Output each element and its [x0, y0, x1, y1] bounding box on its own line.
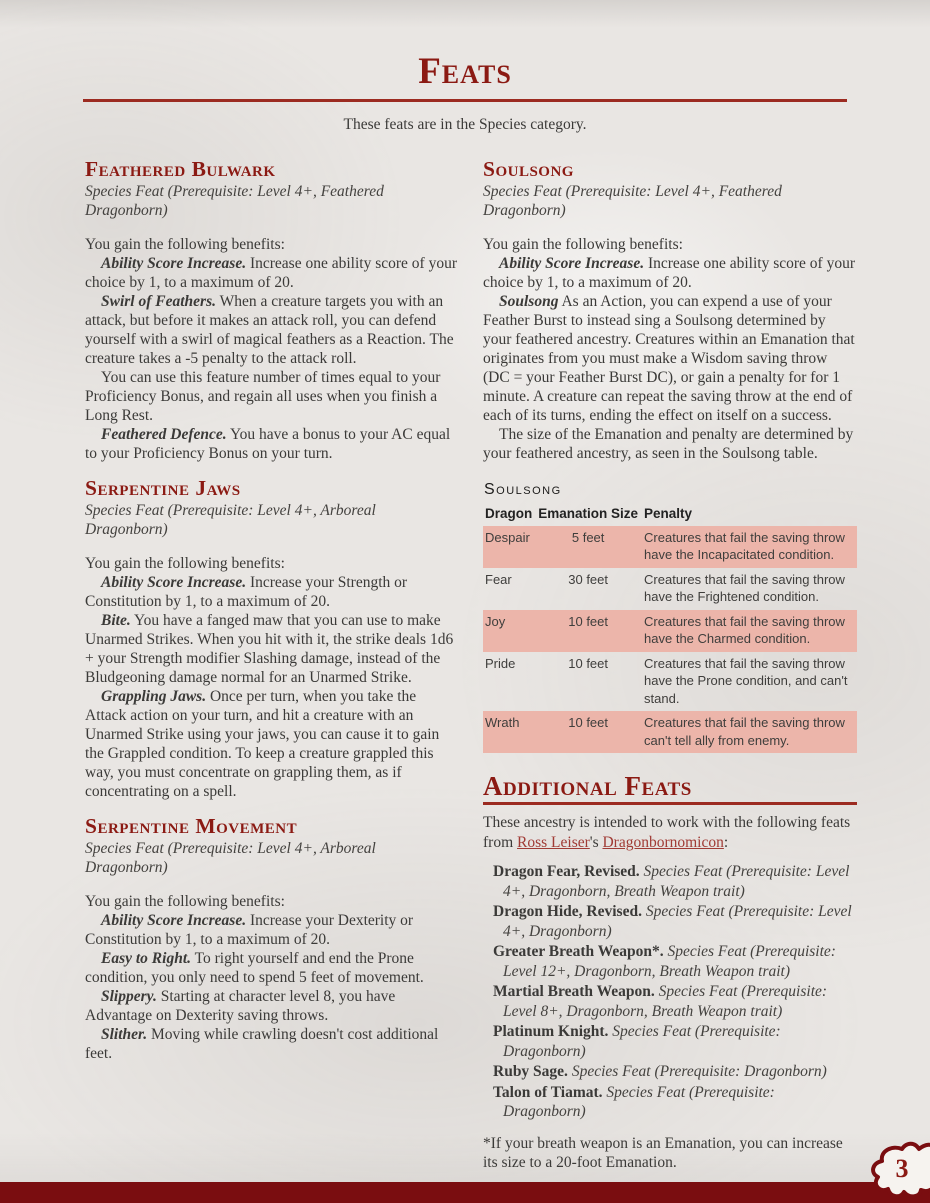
- paragraph-text: Once per turn, when you take the Attack action on your turn, and hit a creature with an Unarmed Strike using your jaws, you can cause it to gain the Grappled condition. To keep a creature grappled this way, you must concentrate on grappling them, as if concentrating on a spell.: [85, 688, 440, 800]
- cell-dragon: Pride: [485, 655, 516, 671]
- paragraph-text: Increase your Dexterity or Constitution by 1, to a maximum of 20.: [85, 912, 414, 948]
- table-row: [483, 526, 857, 568]
- additional-feats-intro: [483, 813, 857, 852]
- paragraph-text: To right yourself and end the Prone condition, you only need to spend 5 feet of movement.: [85, 950, 424, 986]
- feat-name: Talon of Tiamat.: [493, 1083, 603, 1101]
- cell-penalty: Creatures that fail the saving throw have the Frightened condition.: [644, 571, 845, 604]
- list-item: [493, 1083, 857, 1122]
- feat-title: Serpentine Jaws: [85, 476, 241, 500]
- page-header: [0, 0, 930, 134]
- feat-name: Dragon Fear, Revised.: [493, 863, 640, 880]
- paragraph-lead: Swirl of Feathers.: [101, 293, 216, 310]
- feat-detail: Species Feat (Prerequisite: Level 8+, Dragonborn, Breath Weapon trait): [503, 983, 828, 1020]
- table-row: [483, 610, 857, 652]
- paragraph-lead: Slippery.: [101, 988, 157, 1005]
- list-item: [493, 942, 857, 981]
- paragraph-lead: Feathered Defence.: [101, 426, 227, 443]
- banner-icon: [864, 1137, 930, 1199]
- soulsong-table-block: [483, 481, 857, 753]
- paragraph-text: Increase one ability score of your choice by 1, to a maximum of 20.: [483, 255, 855, 291]
- intro-text: These feats are in the Species category.: [343, 116, 587, 133]
- page-title: Feats: [418, 51, 512, 92]
- feat-paragraph: [85, 254, 459, 292]
- title-rule: [83, 99, 847, 102]
- feat-paragraph: [85, 687, 459, 801]
- cell-size: 10 feet: [568, 715, 609, 730]
- paragraph-text: You have a fanged maw that you can use to make Unarmed Strikes. When you hit with it, the strike deals 1d6 + your Strength modifier Slashing damage, instead of the Bludgeoning damage normal for an Unarmed Strike.: [85, 612, 454, 686]
- paragraph-lead: Soulsong: [499, 293, 559, 310]
- cell-size: 10 feet: [568, 613, 609, 629]
- feat-detail: Species Feat (Prerequisite: Dragonborn): [503, 1083, 775, 1120]
- soulsong-table: [483, 505, 857, 753]
- feat-paragraph: [85, 292, 459, 368]
- paragraph-lead: Grappling Jaws.: [101, 688, 207, 705]
- page-number-banner: [864, 1137, 930, 1199]
- feat-title: Soulsong: [483, 157, 574, 181]
- feat-detail: Species Feat (Prerequisite: Dragonborn): [571, 1063, 827, 1080]
- cell-dragon: Fear: [485, 571, 512, 587]
- paragraph-lead: Ability Score Increase.: [499, 255, 645, 272]
- right-column: [483, 144, 857, 1173]
- cell-dragon: Wrath: [485, 715, 520, 730]
- feat-paragraph: [85, 368, 459, 425]
- benefits-label: You gain the following benefits:: [85, 236, 285, 253]
- left-column: [85, 144, 459, 1173]
- paragraph-lead: Easy to Right.: [101, 950, 192, 967]
- additional-feats-title: Additional Feats: [483, 771, 857, 805]
- feat-paragraph: [85, 987, 459, 1025]
- list-item: [493, 1022, 857, 1061]
- paragraph-text: As an Action, you can expend a use of your Feather Burst to instead sing a Soulsong determined by your feathered ancestry. Creatures within an Emanation that originates from you must make a Wisdom saving throw (DC = your Feather Burst DC), or gain a penalty for for 1 minute. A creature can repeat the saving throw at the end of each of its turns, ending the effect on itself on a success.: [483, 293, 855, 424]
- paragraph-text: You can use this feature number of times equal to your Proficiency Bonus, and regain all uses when you finish a Long Rest.: [85, 369, 441, 424]
- additional-feats-section: [483, 771, 857, 1173]
- table-row: [483, 711, 857, 753]
- feat-prerequisite: Species Feat (Prerequisite: Level 4+, Feathered Dragonborn): [483, 183, 782, 219]
- intro-text-before: These ancestry is intended to work with the following feats from: [483, 814, 851, 851]
- cell-penalty: Creatures that fail the saving throw have the Incapacitated condition.: [644, 529, 845, 562]
- feat-title: Feathered Bulwark: [85, 157, 276, 181]
- feat-prerequisite: Species Feat (Prerequisite: Level 4+, Arboreal Dragonborn): [85, 840, 376, 876]
- paragraph-lead: Ability Score Increase.: [101, 574, 247, 591]
- paragraph-lead: Ability Score Increase.: [101, 255, 247, 272]
- feat-paragraph: [85, 949, 459, 987]
- feat-paragraph: [483, 254, 857, 292]
- table-row: [483, 652, 857, 712]
- paragraph-lead: Ability Score Increase.: [101, 912, 247, 929]
- feat-section-serpentine-jaws: [85, 476, 459, 801]
- feat-name: Greater Breath Weapon*.: [493, 943, 664, 960]
- paragraph-text: The size of the Emanation and penalty are determined by your feathered ancestry, as seen in the Soulsong table.: [483, 426, 854, 462]
- paragraph-text: Moving while crawling doesn't cost additional feet.: [85, 1026, 439, 1062]
- feat-name: Ruby Sage.: [493, 1063, 568, 1080]
- feat-name: Platinum Knight.: [493, 1023, 609, 1040]
- page-number: 3: [895, 1154, 909, 1183]
- column-header-dragon: Dragon: [485, 506, 533, 521]
- feat-paragraph: [483, 292, 857, 425]
- paragraph-text: Starting at character level 8, you have Advantage on Dexterity saving throws.: [85, 988, 396, 1024]
- feat-section-soulsong: [483, 157, 857, 463]
- paragraph-text: Increase your Strength or Constitution by 1, to a maximum of 20.: [85, 574, 408, 610]
- additional-feat-list: [483, 862, 857, 1122]
- paragraph-lead: Bite.: [101, 612, 131, 629]
- feat-detail: Species Feat (Prerequisite: Level 4+, Dragonborn): [503, 903, 852, 940]
- feat-paragraph: [85, 611, 459, 687]
- feat-prerequisite: Species Feat (Prerequisite: Level 4+, Arboreal Dragonborn): [85, 502, 376, 538]
- cell-size: 10 feet: [568, 655, 609, 671]
- intro-text-middle: 's: [589, 833, 603, 851]
- paragraph-text: Increase one ability score of your choice by 1, to a maximum of 20.: [85, 255, 457, 291]
- benefits-label: You gain the following benefits:: [483, 236, 683, 253]
- paragraph-text: You have a bonus to your AC equal to your Proficiency Bonus on your turn.: [85, 426, 451, 462]
- benefits-label: You gain the following benefits:: [85, 893, 285, 910]
- feat-detail: Species Feat (Prerequisite: Level 4+, Dragonborn, Breath Weapon trait): [503, 863, 850, 900]
- table-row: [483, 568, 857, 610]
- feat-paragraph: [85, 1025, 459, 1063]
- feat-paragraph: [483, 425, 857, 463]
- feat-detail: Species Feat (Prerequisite: Dragonborn): [503, 1023, 781, 1060]
- cell-size: 5 feet: [571, 529, 605, 545]
- cell-penalty: Creatures that fail the saving throw have the Charmed condition.: [644, 613, 845, 646]
- soulsong-table-title: Soulsong: [484, 481, 562, 498]
- two-column-layout: [0, 144, 930, 1173]
- column-header-emanation-size: Emanation Size: [538, 506, 639, 521]
- dragonbornomicon-link[interactable]: Dragonbornomicon: [602, 833, 724, 851]
- paragraph-text: When a creature targets you with an attack, but before it makes an attack roll, you can defend yourself with a swirl of magical feathers as a Reaction. The creature takes a -5 penalty to the attack roll.: [85, 293, 454, 367]
- list-item: [493, 862, 857, 901]
- list-item: [493, 902, 857, 941]
- paragraph-lead: Slither.: [101, 1026, 148, 1043]
- feat-title: Serpentine Movement: [85, 814, 298, 838]
- cell-size: 30 feet: [568, 571, 609, 587]
- ross-leiser-link[interactable]: Ross Leiser: [517, 833, 590, 851]
- feat-section-feathered-bulwark: [85, 157, 459, 463]
- feat-name: Dragon Hide, Revised.: [493, 903, 642, 920]
- cell-penalty: Creatures that fail the saving throw can't tell ally from enemy.: [644, 715, 845, 748]
- cell-penalty: Creatures that fail the saving throw have the Prone condition, and can't stand.: [644, 655, 848, 706]
- footnote: *If your breath weapon is an Emanation, you can increase its size to a 20-foot Emanation.: [483, 1134, 843, 1171]
- feat-prerequisite: Species Feat (Prerequisite: Level 4+, Feathered Dragonborn): [85, 183, 384, 219]
- column-header-penalty: Penalty: [644, 506, 693, 521]
- feat-name: Martial Breath Weapon.: [493, 983, 655, 1000]
- footer-bar: [0, 1182, 930, 1203]
- table-header-row: [483, 505, 857, 526]
- feat-paragraph: [85, 573, 459, 611]
- cell-dragon: Joy: [485, 613, 506, 629]
- feat-section-serpentine-movement: [85, 814, 459, 1063]
- benefits-label: You gain the following benefits:: [85, 555, 285, 572]
- list-item: [493, 982, 857, 1021]
- feat-detail: Species Feat (Prerequisite: Level 12+, Dragonborn, Breath Weapon trait): [503, 943, 836, 980]
- feat-paragraph: [85, 911, 459, 949]
- intro-text-after: :: [723, 833, 729, 851]
- feat-paragraph: [85, 425, 459, 463]
- list-item: [493, 1062, 857, 1082]
- cell-dragon: Despair: [485, 529, 530, 545]
